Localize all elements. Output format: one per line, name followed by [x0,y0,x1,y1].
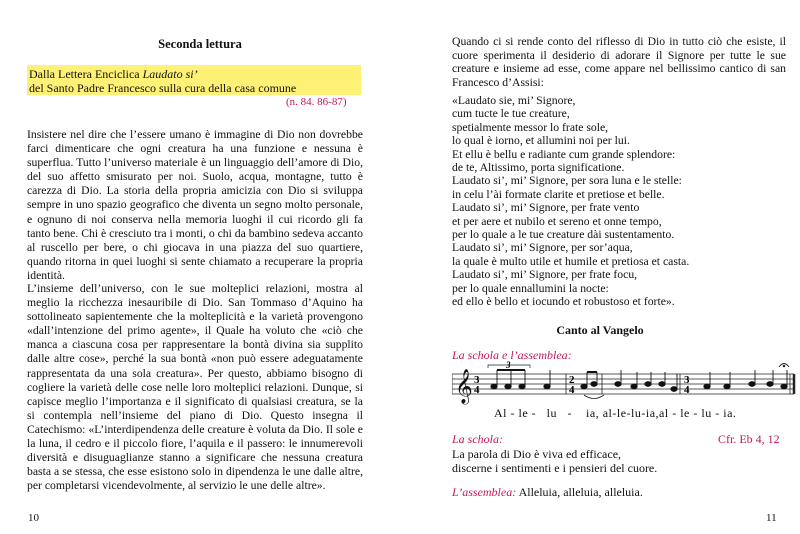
reference: (n. 84. 86-87) [286,96,347,108]
lyric-hyphen: - [510,406,515,420]
lyric-hyphen: - [693,406,698,420]
canticle-line: Laudato si’, mi’ Signore, per frate focu, [452,268,638,282]
paragraph-1 [27,128,363,283]
lyric-hyphen: - [612,406,617,420]
lyric-syllable: le [680,406,690,420]
schola-label: La schola: [452,432,503,446]
lyric-syllable: ia. [723,406,737,420]
canticle-line: ed ello è bello et iocundo et robustoso et forte». [452,295,675,309]
lyric-syllable: ia, [586,406,600,420]
lyric-hyphen: - [531,406,537,420]
intro-text: Quando ci si rende conto del riflesso di Dio in tutto ciò che esiste, il cuore sperimenta il desiderio di adorare il Signore per tutte le sue creature e insieme ad esse, come appare nel bellissimo cantico di san Francesco d’Assisi: [452,35,786,89]
canticle-line: la quale è multo utile et humile et pretiosa et casta. [452,254,690,268]
time-sig3-top: 3 [684,374,690,386]
encyclical-title: Laudato si’ [142,67,198,81]
svg-text:𝄞: 𝄞 [455,370,473,403]
fermata-icon [779,364,789,368]
paragraph-2-text: L’insieme dell’universo, con le sue molteplici relazioni, mostra al meglio la ricchezza inesauribile di Dio. San Tommaso d’Aquino ha sottolineato sapientemente che la molteplicità e la varietà provengono «dall’intenzione del primo agente», il Quale ha voluto che «ciò che manca a ciascuna cosa per rappresentare la bontà divina sia supplito dalle altre cose», perché la sua bontà «non può essere adeguatamente rappresentata da una sola creatura». Per questo, abbiamo bisogno di cogliere la varietà delle cose nelle loro molteplici relazioni. Dunque, si capisce meglio l’importanza e il significato di qualsiasi creatura, se la si contempla nell’insieme del piano di Dio. Questo insegna il Catechismo: «L’interdipendenza delle creature è voluta da Dio. Il sole e la luna, il cedro e il piccolo fiore, l’aquila e il passero: le innumerevoli diversità e disuguaglianze stanno a significare che nessuna creatura basta a se stessa, che esse esistono solo in dipendenza le une dalle altre, per completarsi vicendevolmente, al servizio le une delle altre». [27,282,363,493]
lyric-hyphen: - [567,406,573,420]
lyric-hyphen: - [641,406,646,420]
canticle-line: per lo quale ennallumini la nocte: [452,281,609,295]
lyric-syllable: al [602,406,613,420]
canticle-line: per lo quale a le tue creature dài sustentamento. [452,228,675,242]
intro-paragraph [452,35,786,89]
canticle-line: in celu l’ài formate clarite et pretiose et belle. [452,187,665,201]
paragraph-2 [27,282,363,493]
time-sig-top: 3 [474,374,480,386]
assembly-response [452,485,643,499]
gospel-acclamation-title: Canto al Vangelo [556,323,644,337]
canticle-line: Laudato si’, mi’ Signore, per frate vento [452,201,640,215]
lyric-syllable: Al [494,406,507,420]
canticle-line: et per aere et nubilo et sereno et onne tempo, [452,214,662,228]
canticle-line: Laudato si’, mi’ Signore, per sor’aqua, [452,241,633,255]
lyric-syllable: le [518,406,529,420]
canticle-line: «Laudato sie, mi’ Signore, [452,94,576,107]
lyric-syllable: lu [631,406,642,420]
source-line-1 [29,67,198,81]
time-sig-bottom: 4 [474,384,480,396]
paragraph-1-text: Insistere nel dire che l’essere umano è immagine di Dio non dovrebbe farci dimenticare che ogni creatura ha una funzione e nessuna è superflua. Tutto l’universo materiale è un linguaggio dell’amore di Dio, del suo affetto smisurato per noi. Suolo, acqua, montagne, tutto è carezza di Dio. La storia della propria amicizia con Dio si sviluppa sempre in uno spazio geografico che diventa un segno molto personale, e ognuno di noi conserva nella memoria luoghi il cui ricordo gli fa tanto bene. Chi è cresciuto tra i monti, o chi da bambino sedeva accanto al ruscello per bere, o chi giocava in una piazza del suo quartiere, quando ritorna in quei luoghi si sente chiamato a recuperare la propria identità. [27,128,363,282]
lyric-syllable: lu [701,406,712,420]
music-lyrics [494,406,736,421]
assembly-text: Alleluia, alleluia, alleluia. [518,485,643,499]
source-line-2: del Santo Padre Francesco sulla cura della casa comune [29,81,297,95]
assembly-label: L’assemblea: [452,485,517,499]
lyric-syllable: le [616,406,627,420]
lyric-hyphen: - [715,406,720,420]
schola-assembly-label: La schola e l’assemblea: [452,348,572,362]
lyric-hyphen: - [672,406,677,420]
time-sig3-bottom: 4 [684,384,690,396]
canticle-line: cum tucte le tue creature, [452,107,570,121]
notes [491,370,787,391]
canticle-line: lo qual è iorno, et allumini noi per lui. [452,134,630,148]
verse-line-1: La parola di Dio è viva ed efficace, [452,447,622,461]
slur [584,395,604,399]
lyric-syllable: al [659,406,669,420]
reading-title: Seconda lettura [158,37,242,51]
treble-clef-icon [455,369,473,405]
canticle-line: de te, Altissimo, porta significatione. [452,161,625,175]
right-page [400,0,800,534]
verse-line-2: discerne i sentimenti e i pensieri del cuore. [452,461,658,475]
time-sig2-bottom: 4 [569,384,575,396]
canticle [452,94,689,309]
lyric-syllable: lu [546,406,558,420]
source-prefix: Dalla Lettera Enciclica [29,67,143,81]
page-number-right: 11 [766,512,777,524]
canticle-line: spetialmente messor lo frate sole, [452,120,609,134]
canticle-line: Et ellu è bellu e radiante cum grande splendore: [452,147,676,161]
page-number-left: 10 [28,512,39,524]
lyric-hyphen: - [626,406,632,420]
triplet-number: 3 [506,360,511,370]
scripture-reference: Cfr. Eb 4, 12 [718,432,780,446]
time-sig2-top: 2 [569,374,575,386]
lyric-syllable: ia, [645,406,660,420]
canticle-line: Laudato si’, mi’ Signore, per sora luna e le stelle: [452,174,682,188]
